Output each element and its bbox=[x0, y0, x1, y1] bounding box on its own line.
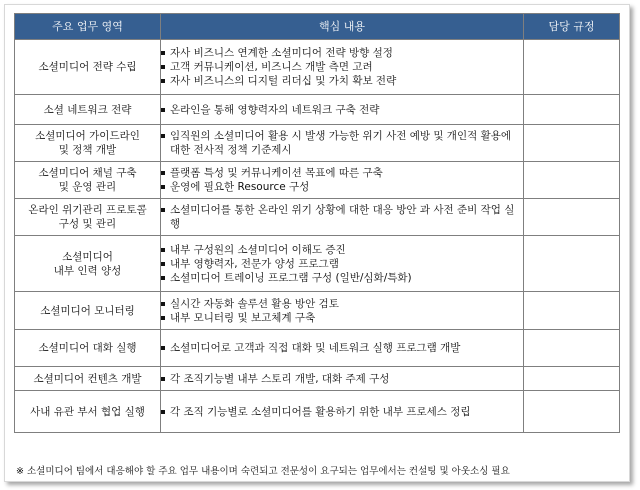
row-content bbox=[161, 95, 524, 125]
area-line: 온라인 위기관리 프로토콜 bbox=[28, 204, 147, 216]
row-content bbox=[161, 125, 524, 162]
bullet-item: 소셜미디어를 통한 온라인 위기 상황에 대한 대응 방안 과 사전 준비 작업 실행 bbox=[161, 203, 523, 231]
row-dept bbox=[524, 125, 620, 162]
area-line: 사내 유관 부서 협업 실행 bbox=[30, 405, 145, 418]
table-row bbox=[15, 95, 620, 125]
bullet-item: 온라인을 통해 영향력자의 네트워크 구축 전략 bbox=[161, 103, 523, 117]
row-area bbox=[15, 40, 161, 95]
row-content bbox=[161, 292, 524, 330]
row-area bbox=[15, 367, 161, 391]
row-area bbox=[15, 199, 161, 236]
area-line: 구성 및 관리 bbox=[58, 218, 117, 230]
row-area bbox=[15, 330, 161, 367]
bullet-item: 자사 비즈니스의 디지털 리더십 및 가치 확보 전략 bbox=[161, 74, 523, 88]
row-content bbox=[161, 330, 524, 367]
header-area: 주요 업무 영역 bbox=[15, 14, 161, 40]
row-area bbox=[15, 391, 161, 433]
row-dept bbox=[524, 95, 620, 125]
row-dept bbox=[524, 367, 620, 391]
table-header-row bbox=[15, 14, 620, 40]
header-content: 핵심 내용 bbox=[161, 14, 524, 40]
table-row bbox=[15, 40, 620, 95]
bullet-item: 임직원의 소셜미디어 활용 시 발생 가능한 위기 사전 예방 및 개인적 활용에 대한 전사적 정책 기준제시 bbox=[161, 129, 523, 157]
row-dept bbox=[524, 236, 620, 292]
area-line: 소셜미디어 대화 실행 bbox=[38, 342, 137, 354]
table-row bbox=[15, 236, 620, 292]
area-line: 소셜미디어 컨텐츠 개발 bbox=[33, 372, 142, 385]
footnote: ※ 소셜미디어 팀에서 대응해야 할 주요 업무 내용이며 숙련되고 전문성이 요구되는 업무에서는 컨설팅 및 아웃소싱 필요 bbox=[16, 466, 510, 477]
document-frame bbox=[4, 4, 630, 482]
row-area bbox=[15, 236, 161, 292]
row-content bbox=[161, 236, 524, 292]
area-line: 소셜 네트워크 전략 bbox=[43, 103, 132, 116]
row-dept bbox=[524, 292, 620, 330]
area-line: 소셜미디어 채널 구축 bbox=[38, 167, 137, 179]
bullet-item: 고객 커뮤니케이션, 비즈니스 개발 측면 고려 bbox=[161, 60, 523, 74]
social-media-task-table bbox=[14, 13, 620, 433]
row-dept bbox=[524, 162, 620, 199]
row-area bbox=[15, 162, 161, 199]
row-content bbox=[161, 367, 524, 391]
table-row bbox=[15, 125, 620, 162]
area-line: 소셜미디어 모니터링 bbox=[40, 304, 135, 317]
row-content bbox=[161, 199, 524, 236]
bullet-item: 실시간 자동화 솔루션 활용 방안 검토 bbox=[161, 297, 523, 311]
row-dept bbox=[524, 330, 620, 367]
row-area bbox=[15, 125, 161, 162]
table-row bbox=[15, 330, 620, 367]
table-row bbox=[15, 162, 620, 199]
area-line: 및 운영 관리 bbox=[58, 181, 117, 193]
bullet-item: 내부 구성원의 소셜미디어 이해도 증진 bbox=[161, 243, 523, 257]
bullet-item: 운영에 필요한 Resource 구성 bbox=[161, 180, 523, 194]
area-line: 소셜미디어 전략 수립 bbox=[38, 61, 137, 73]
table-row bbox=[15, 199, 620, 236]
table-row bbox=[15, 292, 620, 330]
header-dept: 담당 규정 bbox=[524, 14, 620, 40]
bullet-item: 플랫폼 특성 및 커뮤니케이션 목표에 따른 구축 bbox=[161, 166, 523, 180]
table-row bbox=[15, 367, 620, 391]
bullet-item: 각 조직 기능별로 소셜미디어를 활용하기 위한 내부 프로세스 정립 bbox=[161, 405, 523, 419]
row-content bbox=[161, 162, 524, 199]
bullet-item: 각 조직기능별 내부 스토리 개발, 대화 주제 구성 bbox=[161, 372, 523, 386]
bullet-item: 소셜미디어로 고객과 직접 대화 및 네트워크 실행 프로그램 개발 bbox=[161, 341, 523, 355]
row-dept bbox=[524, 40, 620, 95]
bullet-item: 내부 영향력자, 전문가 양성 프로그램 bbox=[161, 257, 523, 271]
table-row bbox=[15, 391, 620, 433]
area-line: 및 정책 개발 bbox=[58, 144, 117, 156]
row-content bbox=[161, 40, 524, 95]
area-line: 내부 인력 양성 bbox=[53, 264, 122, 277]
row-area bbox=[15, 292, 161, 330]
bullet-item: 소셜미디어 트레이닝 프로그램 구성 (일반/심화/특화) bbox=[161, 271, 523, 285]
bullet-item: 자사 비즈니스 연계한 소셜미디어 전략 방향 설정 bbox=[161, 46, 523, 60]
bullet-item: 내부 모니터링 및 보고체계 구축 bbox=[161, 311, 523, 325]
area-line: 소셜미디어 가이드라인 bbox=[35, 130, 140, 142]
area-line: 소셜미디어 bbox=[62, 250, 113, 263]
row-dept bbox=[524, 199, 620, 236]
row-content bbox=[161, 391, 524, 433]
row-dept bbox=[524, 391, 620, 433]
row-area bbox=[15, 95, 161, 125]
